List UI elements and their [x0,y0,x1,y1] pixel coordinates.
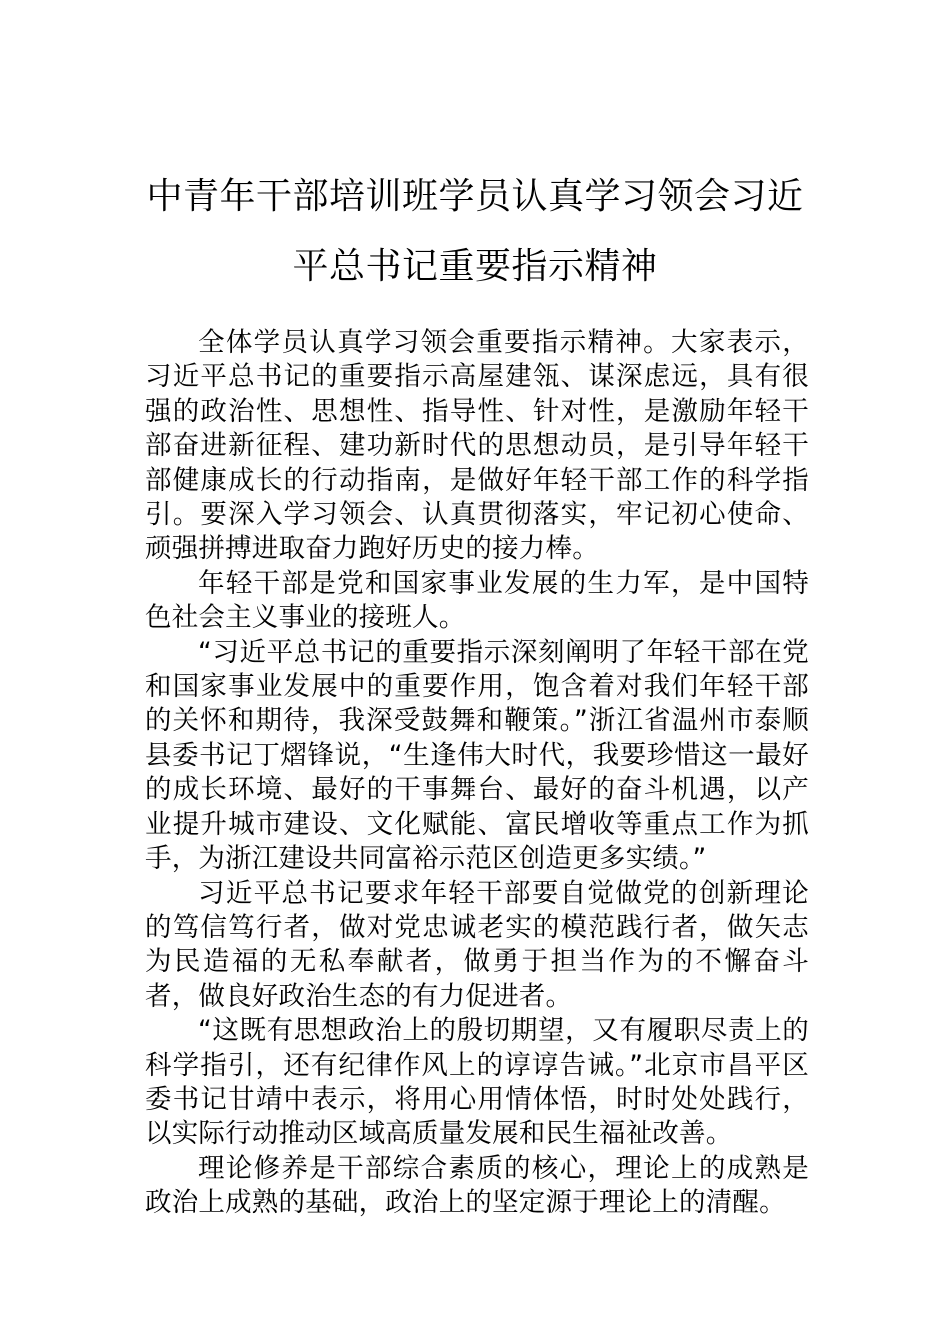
paragraph-6: 理论修养是干部综合素质的核心，理论上的成熟是政治上成熟的基础，政治上的坚定源于理论上的清醒。 [145,1152,809,1219]
title-line-1: 中青年干部培训班学员认真学习领会习近 [146,176,804,217]
paragraph-1: 全体学员认真学习领会重要指示精神。大家表示，习近平总书记的重要指示高屋建瓴、谋深虑远，具有很强的政治性、思想性、指导性、针对性，是激励年轻干部奋进新征程、建功新时代的思想动员，是引导年轻干部健康成长的行动指南，是做好年轻干部工作的科学指引。要深入学习领会、认真贯彻落实，牢记初心使命、顽强拼搏进取奋力跑好历史的接力棒。 [145,327,809,565]
title-line-2: 平总书记重要指示精神 [292,246,658,287]
paragraph-4: 习近平总书记要求年轻干部要自觉做党的创新理论的笃信笃行者，做对党忠诚老实的模范践行者，做矢志为民造福的无私奉献者，做勇于担当作为的不懈奋斗者，做良好政治生态的有力促进者。 [145,877,809,1012]
paragraph-2: 年轻干部是党和国家事业发展的生力军，是中国特色社会主义事业的接班人。 [145,567,809,634]
document-title [145,162,805,302]
paragraph-5: “这既有思想政治上的殷切期望，又有履职尽责上的科学指引，还有纪律作风上的谆谆告诫。”北京市昌平区委书记甘靖中表示，将用心用情体悟，时时处处践行，以实际行动推动区域高质量发展和民生福祉改善。 [145,1015,809,1150]
document-body [145,326,809,1221]
paragraph-3: “习近平总书记的重要指示深刻阐明了年轻干部在党和国家事业发展中的重要作用，饱含着对我们年轻干部的关怀和期待，我深受鼓舞和鞭策。”浙江省温州市泰顺县委书记丁熠锋说，“生逢伟大时代，我要珍惜这一最好的成长环境、最好的干事舞台、最好的奋斗机遇，以产业提升城市建设、文化赋能、富民增收等重点工作为抓手，为浙江建设共同富裕示范区创造更多实绩。” [145,636,809,875]
